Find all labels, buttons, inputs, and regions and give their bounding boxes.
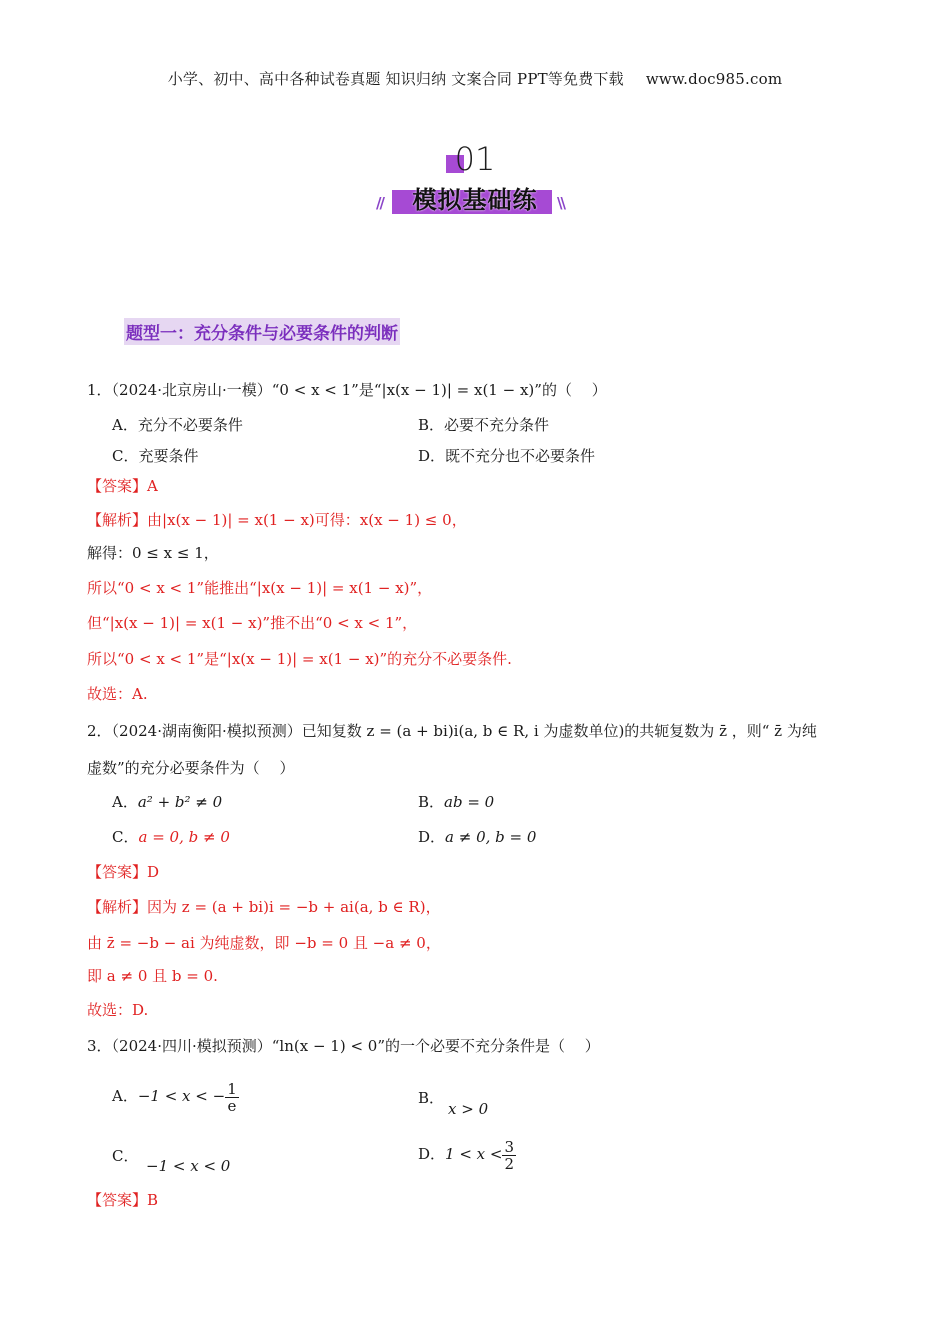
q2-answer [87,862,159,882]
q2-option-c [112,827,230,847]
q2-stem-line-1: 2．（2024·湖南衡阳·模拟预测）已知复数 z = (a + bi)i(a, b ∈ R, i 为虚数单位)的共轭复数为 z̄ ，则“ z̄ 为纯 [87,722,817,740]
q1-conclusion: 故选：A. [87,685,148,703]
answer-tag: 【答案】 [87,863,148,881]
page-header [0,68,950,89]
q1-answer [87,476,158,496]
header-site-link[interactable]: www.doc985.com [645,70,783,88]
badge-number: 01 [454,140,496,178]
q1-analysis-line-2: 解得：0 ≤ x ≤ 1， [87,544,219,562]
q1-analysis-line-1 [87,510,467,530]
q2-stem-line-2: 虚数”的充分必要条件为（ ） [87,759,295,777]
q3-option-c-math: −1 < x < 0 [146,1157,231,1175]
q3-option-d [418,1136,516,1172]
badge-right-slashes: \\ [557,194,564,212]
analysis-text: 因为 z = (a + bi)i = −b + ai(a, b ∈ R)， [147,898,441,916]
q2-conclusion: 故选：D. [87,1001,149,1019]
fraction [502,1139,516,1172]
q3-stem: 3．（2024·四川·模拟预测）“ln(x − 1) < 0”的一个必要不充分条件是（ ） [87,1037,600,1055]
option-math: −1 < x < − [137,1087,226,1105]
option-label: A． [112,1087,138,1105]
fraction-denominator: e [227,1096,237,1115]
header-text: 小学、初中、高中各种试卷真题 知识归纳 文案合同 PPT等免费下载 [167,70,624,88]
answer-value: D [147,863,160,881]
q1-option-d: D．既不充分也不必要条件 [418,447,596,465]
fraction-numerator: 1 [227,1079,237,1098]
option-math: ab = 0 [444,793,495,811]
q2-analysis-line-2: 由 z̄ = −b − ai 为纯虚数，即 −b = 0 且 −a ≠ 0， [87,934,441,952]
fraction-numerator: 3 [504,1137,515,1156]
option-math: a ≠ 0, b = 0 [445,828,537,846]
option-label: C． [112,828,139,846]
q2-analysis-line-1 [87,897,441,917]
option-math: 1 < x < [445,1145,503,1163]
badge-title: 模拟基础练 [412,186,538,214]
option-label: B． [418,793,445,811]
q1-option-a: A．充分不必要条件 [112,416,243,434]
q1-option-b: B．必要不充分条件 [418,416,550,434]
q1-option-c: C．充要条件 [112,447,199,465]
q2-option-d [418,827,536,847]
option-math: a² + b² ≠ 0 [137,793,223,811]
fraction [225,1081,239,1114]
option-label: D． [418,828,446,846]
badge-left-slashes: // [376,194,383,212]
q3-option-a [112,1078,239,1114]
section-title: 题型一：充分条件与必要条件的判断 [124,318,400,345]
q2-option-a [112,792,222,812]
option-math: a = 0, b ≠ 0 [138,828,230,846]
answer-value: A [147,477,158,495]
q3-option-b-math: x > 0 [448,1100,489,1118]
q1-analysis-line-4: 但“|x(x − 1)| = x(1 − x)”推不出“0 < x < 1”， [87,614,418,632]
q1-analysis-line-5: 所以“0 < x < 1”是“|x(x − 1)| = x(1 − x)”的充分不必要条件. [87,650,512,668]
option-label: D． [418,1145,446,1163]
answer-value: B [147,1191,159,1209]
q1-analysis-line-3: 所以“0 < x < 1”能推出“|x(x − 1)| = x(1 − x)”， [87,579,433,597]
q1-stem: 1．（2024·北京房山·一模）“0 < x < 1”是“|x(x − 1)| = x(1 − x)”的（ ） [87,381,607,399]
fraction-denominator: 2 [504,1154,515,1173]
analysis-tag: 【解析】 [87,898,148,916]
answer-tag: 【答案】 [87,1191,148,1209]
q2-analysis-line-3: 即 a ≠ 0 且 b = 0. [87,967,218,985]
option-label: C． [112,1147,139,1165]
analysis-tag: 【解析】 [87,511,148,529]
q3-option-b [418,1088,444,1108]
option-label: B． [418,1089,445,1107]
q2-option-b [418,792,494,812]
q3-option-c [112,1146,138,1166]
option-label: A． [112,793,138,811]
analysis-text: 由|x(x − 1)| = x(1 − x)可得：x(x − 1) ≤ 0， [147,511,467,529]
q3-answer [87,1190,158,1210]
answer-tag: 【答案】 [87,477,148,495]
